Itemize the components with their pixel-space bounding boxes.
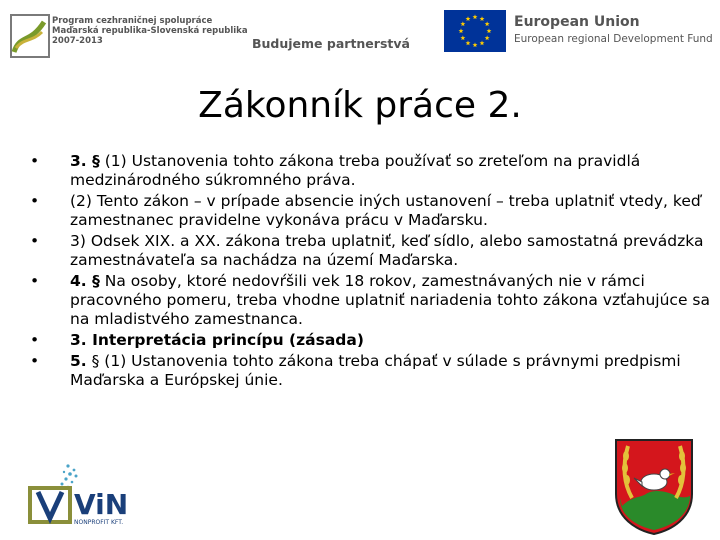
bullet-bold: 4. § — [70, 272, 100, 290]
bullet-dot-icon: • — [30, 152, 40, 170]
program-line: 2007-2013 — [52, 36, 103, 46]
program-line: Program cezhraničnej spolupráce — [52, 16, 213, 26]
bullet-dot-icon: • — [30, 232, 40, 250]
bullet-item — [30, 192, 710, 230]
bullet-dot-icon: • — [30, 192, 40, 210]
bullet-item — [30, 331, 710, 350]
bullet-text: (1) Ustanovenia tohto zákona treba používať so zreteľom na pravidlá medzinárodného súkromného práva. — [70, 152, 641, 189]
program-logo-icon — [10, 14, 50, 58]
tagline: Budujeme partnerstvá — [252, 36, 410, 51]
program-line: Maďarská republika-Slovenská republika — [52, 26, 248, 36]
vin-logo-subtext: NONPROFIT KFT. — [74, 519, 124, 526]
eu-subtitle: European regional Development Fund — [514, 33, 713, 45]
eu-title: European Union — [514, 14, 640, 30]
program-title — [52, 16, 248, 46]
bullet-text: 3) Odsek XIX. a XX. zákona treba uplatniť, keď sídlo, alebo samostatná prevádzka zamestnávateľa sa nachádza na území Maďarska. — [70, 232, 704, 269]
bullet-bold: 5. — [70, 352, 87, 370]
bullet-item — [30, 272, 710, 329]
bullet-dot-icon: • — [30, 272, 40, 290]
coat-of-arms-icon — [612, 436, 696, 536]
bullet-item — [30, 152, 710, 190]
bullet-dot-icon: • — [30, 331, 40, 349]
vin-logo-text: ViN — [74, 488, 129, 521]
bullet-item — [30, 352, 710, 390]
bullet-item — [30, 232, 710, 270]
bullet-dot-icon: • — [30, 352, 40, 370]
vin-logo-icon — [24, 462, 148, 528]
bullet-text: Na osoby, ktoré nedovŕšili vek 18 rokov, zamestnávaných nie v rámci pracovného pomeru, treba vhodne uplatniť nariadenia tohto zákona vzťahujúce sa na mladistvého zamestnanca. — [70, 272, 710, 328]
eu-flag-icon — [444, 10, 506, 52]
slide-title: Zákonník práce 2. — [198, 85, 522, 126]
bullet-bold: 3. Interpretácia princípu (zásada) — [70, 331, 364, 349]
bullet-text: § (1) Ustanovenia tohto zákona treba chápať v súlade s právnymi predpismi Maďarska a Európskej únie. — [70, 352, 681, 389]
bullet-list — [30, 152, 710, 392]
bullet-text: (2) Tento zákon – v prípade absencie iných ustanovení – treba uplatniť vtedy, keď zamestnanec pravidelne vykonáva prácu v Maďarsku. — [70, 192, 701, 229]
bullet-bold: 3. § — [70, 152, 100, 170]
